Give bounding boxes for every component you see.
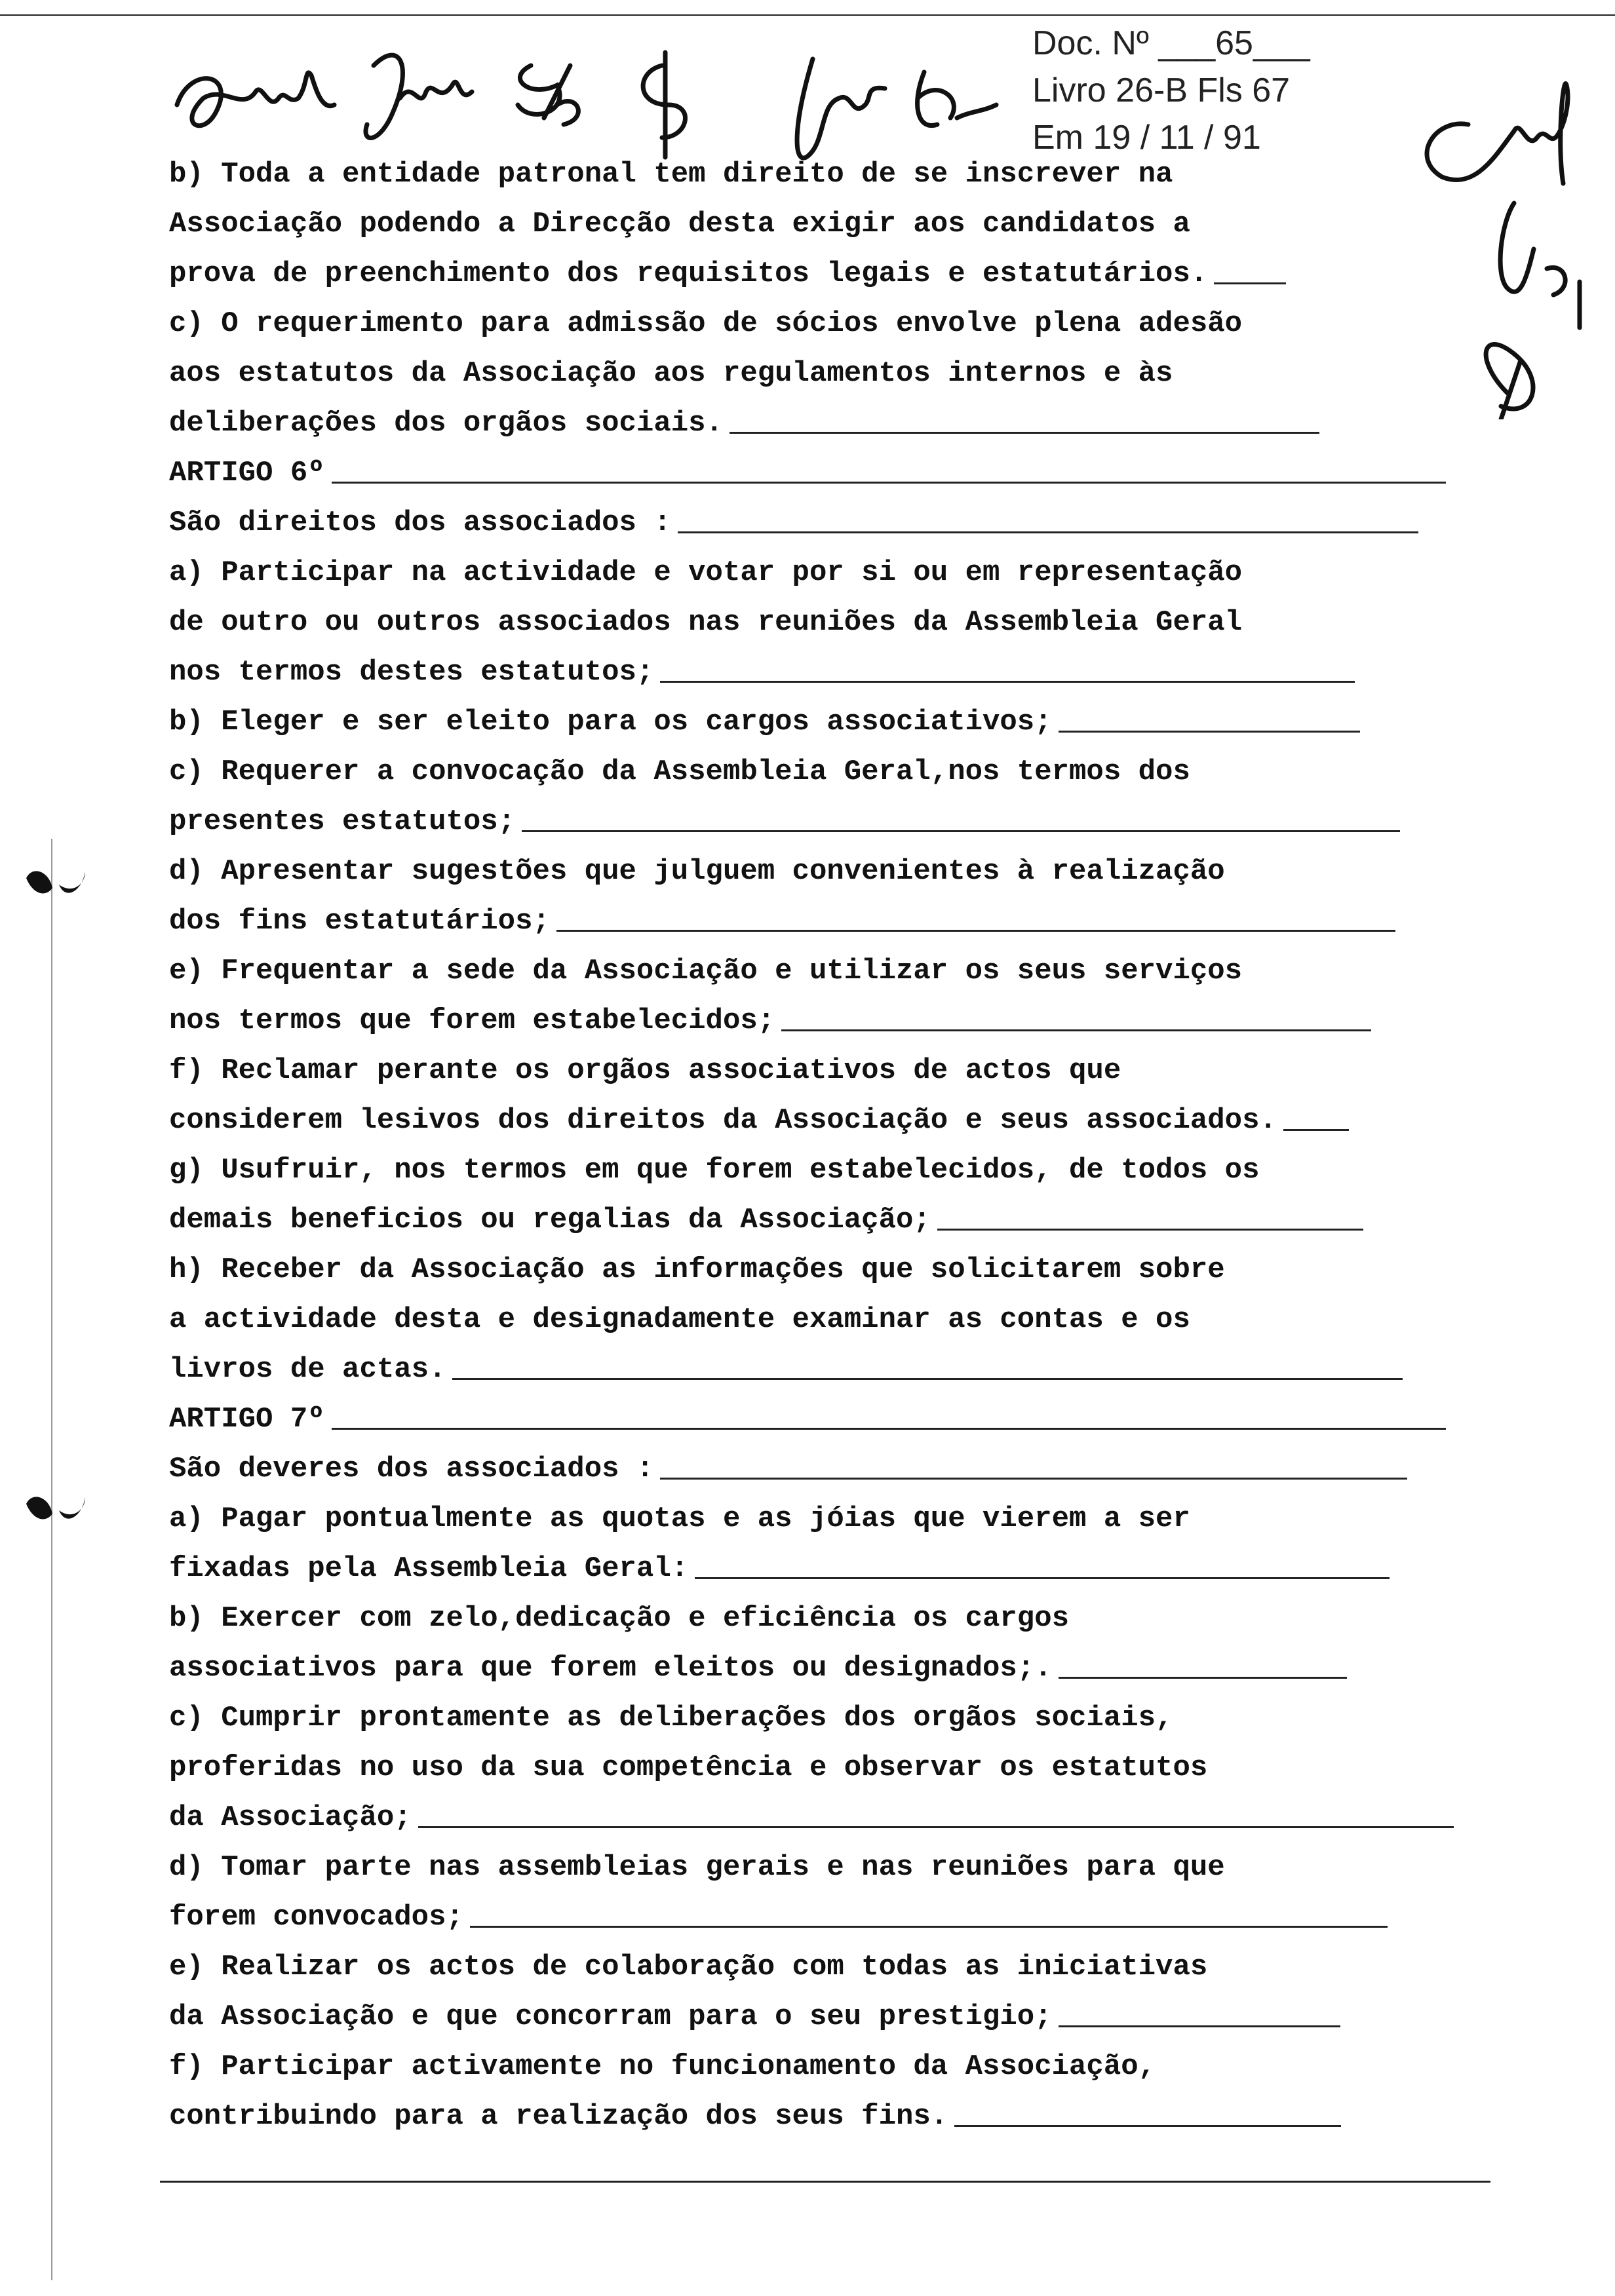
- text-line: proferidas no uso da sua competência e observar os estatutos: [169, 1751, 1208, 1784]
- text-line: g) Usufruir, nos termos em que forem estabelecidos, de todos os: [169, 1154, 1260, 1187]
- top-rule: [0, 14, 1615, 16]
- registry-stamp: [1032, 20, 1310, 161]
- text-line: contribuindo para a realização dos seus fins.: [169, 2097, 1341, 2136]
- article-heading: ARTIGO 7º: [169, 1400, 1446, 1439]
- text-line: da Associação e que concorram para o seu prestigio;: [169, 1997, 1340, 2037]
- text-line: da Associação;: [169, 1798, 1454, 1837]
- text-line: São deveres dos associados :: [169, 1449, 1407, 1489]
- stamp-em-line: Em 19 / 11 / 91: [1032, 119, 1261, 157]
- text-line: dos fins estatutários;: [169, 902, 1395, 941]
- text-line: livros de actas.: [169, 1350, 1403, 1389]
- bottom-rule: [160, 2181, 1490, 2183]
- left-margin-rule: [51, 839, 52, 2280]
- text-line: nos termos que forem estabelecidos;: [169, 1001, 1371, 1041]
- text-line: prova de preenchimento dos requisitos legais e estatutários.: [169, 254, 1286, 294]
- text-line: presentes estatutos;: [169, 802, 1400, 841]
- text-line: b) Toda a entidade patronal tem direito de se inscrever na: [169, 158, 1173, 191]
- text-line: c) Cumprir prontamente as deliberações dos orgãos sociais,: [169, 1702, 1173, 1734]
- text-line: de outro ou outros associados nas reuniões da Assembleia Geral: [169, 606, 1243, 639]
- text-line: a actividade desta e designadamente examinar as contas e os: [169, 1303, 1190, 1336]
- text-line: nos termos destes estatutos;: [169, 653, 1355, 692]
- text-line: aos estatutos da Associação aos regulamentos internos e às: [169, 357, 1173, 390]
- text-line: e) Realizar os actos de colaboração com todas as iniciativas: [169, 1951, 1208, 1983]
- text-line: c) Requerer a convocação da Assembleia Geral,nos termos dos: [169, 756, 1190, 788]
- text-line: a) Participar na actividade e votar por si ou em representação: [169, 556, 1243, 589]
- binder-hole-bottom: [20, 1484, 92, 1530]
- text-line: a) Pagar pontualmente as quotas e as jóias que vierem a ser: [169, 1502, 1190, 1535]
- text-line: f) Participar activamente no funcionamento da Associação,: [169, 2050, 1156, 2083]
- binder-hole-top: [20, 858, 92, 904]
- text-line: b) Eleger e ser eleito para os cargos associativos;: [169, 702, 1360, 742]
- text-line: demais beneficios ou regalias da Associação;: [169, 1200, 1363, 1240]
- text-line: c) O requerimento para admissão de sócios envolve plena adesão: [169, 307, 1243, 340]
- text-line: associativos para que forem eleitos ou designados;.: [169, 1649, 1347, 1688]
- stamp-livro-line: Livro 26-B Fls 67: [1032, 71, 1291, 109]
- text-line: h) Receber da Associação as informações que solicitarem sobre: [169, 1253, 1225, 1286]
- text-line: fixadas pela Assembleia Geral:: [169, 1549, 1390, 1588]
- text-line: forem convocados;: [169, 1898, 1388, 1937]
- text-line: d) Tomar parte nas assembleias gerais e nas reuniões para que: [169, 1851, 1225, 1884]
- right-margin-signature: [1396, 52, 1606, 419]
- text-line: deliberações dos orgãos sociais.: [169, 404, 1319, 443]
- stamp-doc-line: Doc. Nº ___65___: [1032, 24, 1310, 62]
- text-line: e) Frequentar a sede da Associação e utilizar os seus serviços: [169, 955, 1243, 987]
- text-line: f) Reclamar perante os orgãos associativos de actos que: [169, 1054, 1121, 1087]
- text-line: considerem lesivos dos direitos da Associação e seus associados.: [169, 1101, 1349, 1140]
- article-heading: ARTIGO 6º: [169, 453, 1446, 493]
- text-line: d) Apresentar sugestões que julguem convenientes à realização: [169, 855, 1225, 888]
- text-line: São direitos dos associados :: [169, 503, 1418, 543]
- text-line: b) Exercer com zelo,dedicação e eficiência os cargos: [169, 1602, 1070, 1635]
- text-line: Associação podendo a Direcção desta exigir aos candidatos a: [169, 208, 1190, 240]
